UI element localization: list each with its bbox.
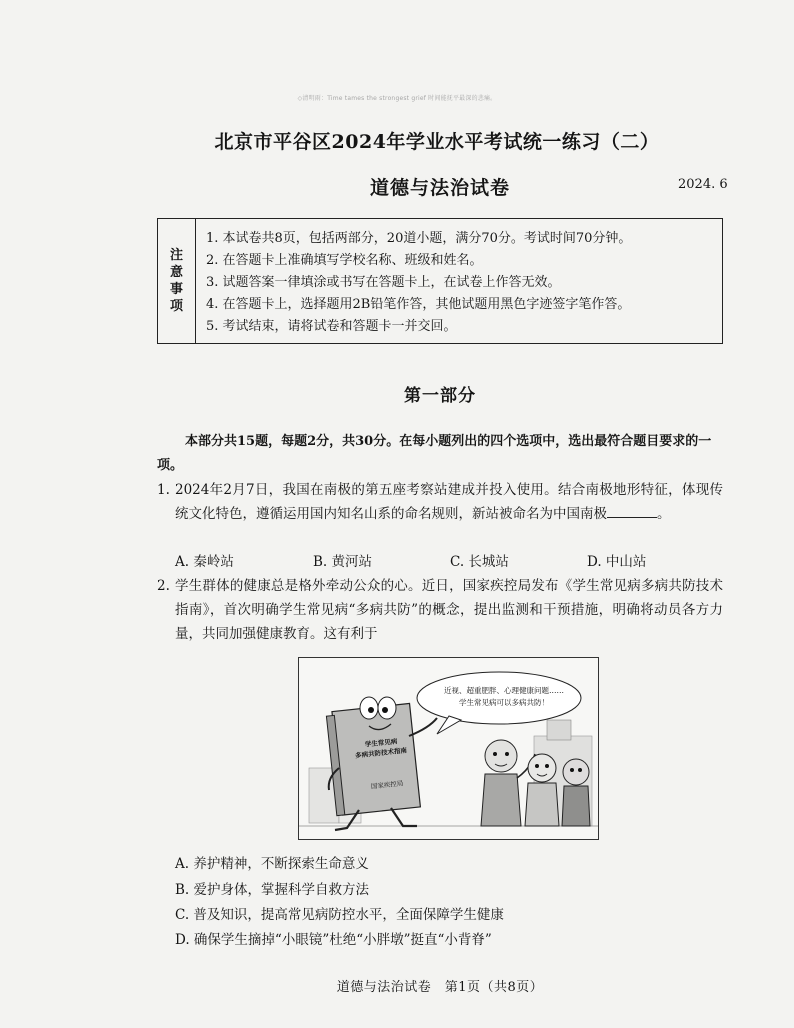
exam-title: 北京市平谷区2024年学业水平考试统一练习（二） (214, 131, 660, 153)
book-publisher: 国家疾控局 (370, 779, 404, 791)
question-number: 2. (157, 578, 170, 594)
option-a: A. 秦岭站 (175, 554, 234, 570)
speech-bubble-line2: 学生常见病可以多病共防！ (459, 698, 549, 707)
header-note: ◇清明雨：Time tames the strongest grief 时间能抚平最深的悲痛。 (297, 95, 497, 102)
notice-item: 1. 本试卷共8页，包括两部分，20道小题，满分70分。考试时间70分钟。 (206, 231, 632, 246)
option-d: D. 中山站 (587, 554, 647, 570)
option-b: B. 黄河站 (313, 554, 373, 570)
question-text (175, 478, 723, 526)
question-number: 1. (157, 482, 170, 498)
question-1 (157, 478, 723, 526)
question-tail: 。 (657, 506, 671, 522)
notice-label-char: 项 (169, 299, 183, 314)
option-c: C. 长城站 (450, 554, 509, 570)
exam-date: 2024. 6 (678, 177, 728, 192)
notice-list (206, 228, 631, 338)
option-c: C. 普及知识，提高常见病防控水平，全面保障学生健康 (175, 907, 504, 923)
notice-item: 2. 在答题卡上准确填写学校名称、班级和姓名。 (206, 253, 483, 268)
book-title-line1: 学生常见病 (364, 737, 398, 749)
option-d: D. 确保学生摘掉“小眼镜”杜绝“小胖墩”挺直“小背脊” (175, 932, 492, 948)
answer-blank (607, 505, 657, 518)
notice-label-char: 事 (169, 282, 183, 297)
option-b: B. 爱护身体，掌握科学自救方法 (175, 882, 370, 898)
question-stem: 2024年2月7日，我国在南极的第五座考察站建成并投入使用。结合南极地形特征，体现传统文化特色，遵循运用国内知名山系的命名规则，新站被命名为中国南极 (175, 482, 723, 522)
question-2 (157, 574, 723, 646)
notice-label-char: 意 (169, 265, 183, 280)
notice-item: 4. 在答题卡上，选择题用2B铅笔作答，其他试题用黑色字迹签字笔作答。 (206, 297, 631, 312)
notice-label-char: 注 (169, 248, 183, 263)
notice-item: 5. 考试结束，请将试卷和答题卡一并交回。 (206, 319, 457, 334)
question-text: 学生群体的健康总是格外牵动公众的心。近日，国家疾控局发布《学生常见病多病共防技术指南》，首次明确学生常见病“多病共防”的概念，提出监测和干预措施，明确将动员各方力量，共同加强健康教育。这有利于 (175, 578, 723, 642)
part-title: 第一部分 (404, 386, 476, 406)
speech-bubble-line1: 近视、超重肥胖、心理健康问题…… (444, 686, 564, 695)
part-intro: 本部分共15题，每题2分，共30分。在每小题列出的四个选项中，选出最符合题目要求的一项。 (157, 434, 712, 473)
health-guide-cartoon (298, 657, 599, 840)
option-a: A. 养护精神，不断探索生命意义 (175, 856, 369, 872)
book-title-line2: 多病共防技术指南 (354, 746, 408, 760)
notice-box (157, 218, 723, 344)
subject-title: 道德与法治试卷 (369, 177, 510, 199)
notice-label (158, 219, 196, 343)
notice-item: 3. 试题答案一律填涂或书写在答题卡上，在试卷上作答无效。 (206, 275, 561, 290)
page-footer: 道德与法治试卷 第1页（共8页） (336, 980, 544, 995)
